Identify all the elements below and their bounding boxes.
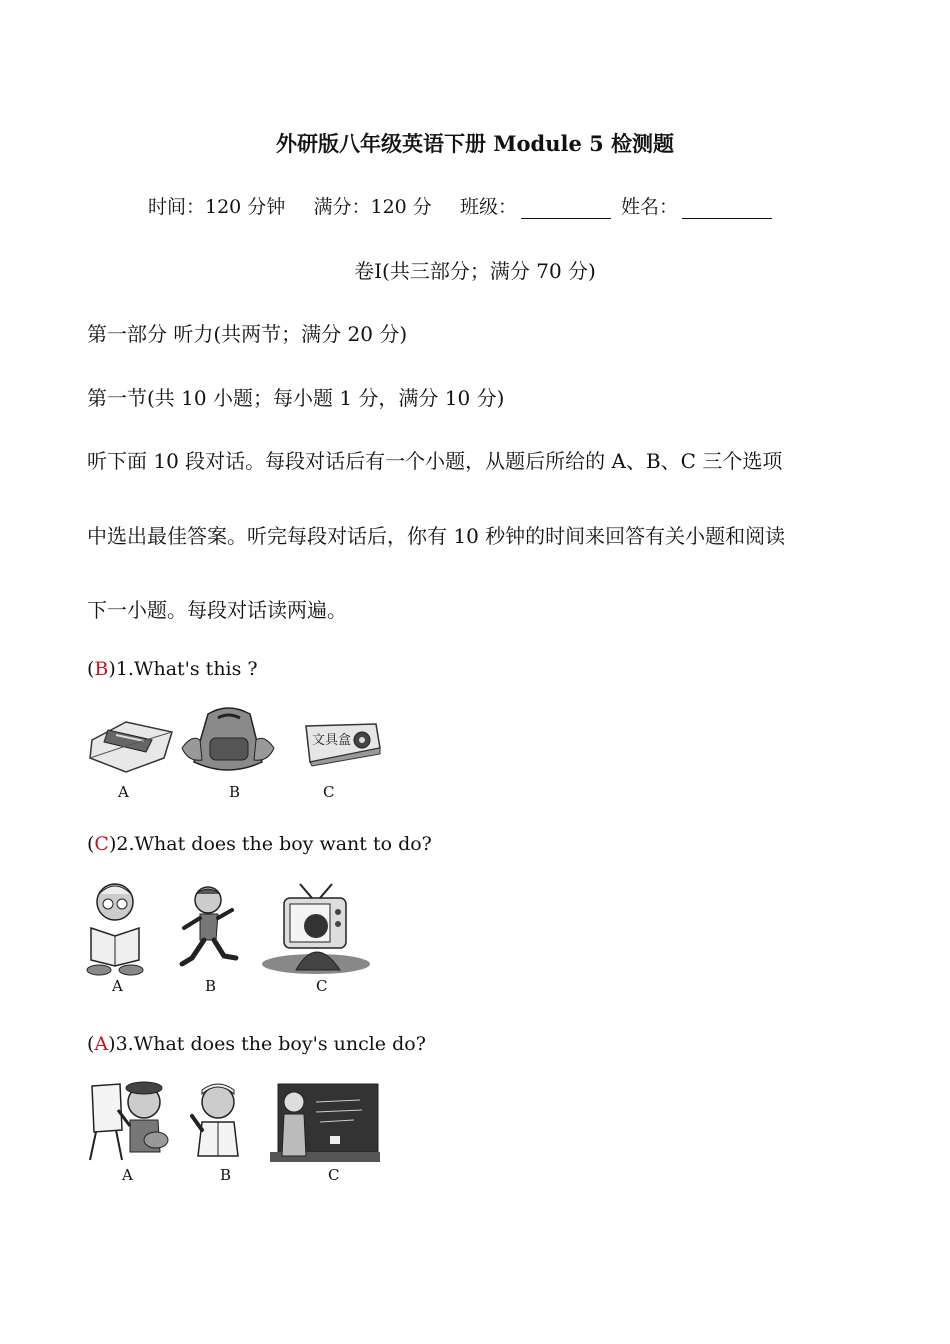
answer-1: B: [94, 658, 109, 680]
page-title: 外研版八年级英语下册 Module 5 检测题: [275, 131, 675, 156]
question-3: (A)3.What does the boy's uncle do?: [87, 1033, 426, 1055]
answer-3: A: [94, 1033, 109, 1055]
question-1: (B)1.What's this ?: [87, 658, 258, 680]
option-1b: B: [229, 783, 241, 801]
backpack-icon: [178, 704, 278, 776]
answer-2: C: [94, 833, 109, 855]
option-1a: A: [118, 783, 129, 801]
name-label: 姓名：: [621, 196, 679, 218]
part-heading: 第一部分 听力(共两节；满分 20 分): [87, 322, 408, 346]
paper-section-title: 卷Ⅰ(共三部分；满分 70 分): [354, 259, 596, 283]
reading-boy-icon: [85, 880, 145, 976]
option-3a: A: [122, 1166, 133, 1184]
option-2b: B: [205, 977, 217, 995]
option-3c: C: [328, 1166, 340, 1184]
section-heading: 第一节(共 10 小题；每小题 1 分，满分 10 分): [87, 386, 505, 410]
teacher-icon: [270, 1082, 380, 1164]
doctor-icon: [190, 1080, 246, 1162]
exam-info: [148, 192, 776, 219]
eraser-icon: [86, 710, 176, 775]
time-info: 时间：120 分钟: [148, 196, 286, 218]
pencil-box-label: 文具盒: [312, 733, 352, 748]
instruction-line-2: 中选出最佳答案。听完每段对话后，你有 10 秒钟的时间来回答有关小题和阅读: [87, 524, 786, 548]
painter-icon: [86, 1080, 172, 1162]
option-2a: A: [112, 977, 123, 995]
class-field[interactable]: [521, 198, 611, 219]
name-field[interactable]: [682, 198, 772, 219]
running-boy-icon: [172, 884, 242, 974]
class-label: 班级：: [459, 196, 517, 218]
question-2: (C)2.What does the boy want to do?: [87, 833, 432, 855]
instruction-line-1: 听下面 10 段对话。每段对话后有一个小题，从题后所给的 A、B、C 三个选项: [87, 449, 783, 473]
question-2-text: 2.What does the boy want to do?: [116, 833, 432, 855]
tv-watching-icon: [260, 880, 372, 976]
question-3-text: 3.What does the boy's uncle do?: [115, 1033, 426, 1055]
option-1c: C: [323, 783, 335, 801]
score-info: 满分：120 分: [313, 196, 432, 218]
pencil-box-icon: [300, 718, 382, 768]
question-1-text: 1.What's this ?: [115, 658, 258, 680]
instruction-line-3: 下一小题。每段对话读两遍。: [87, 598, 347, 622]
option-2c: C: [316, 977, 328, 995]
option-3b: B: [220, 1166, 232, 1184]
